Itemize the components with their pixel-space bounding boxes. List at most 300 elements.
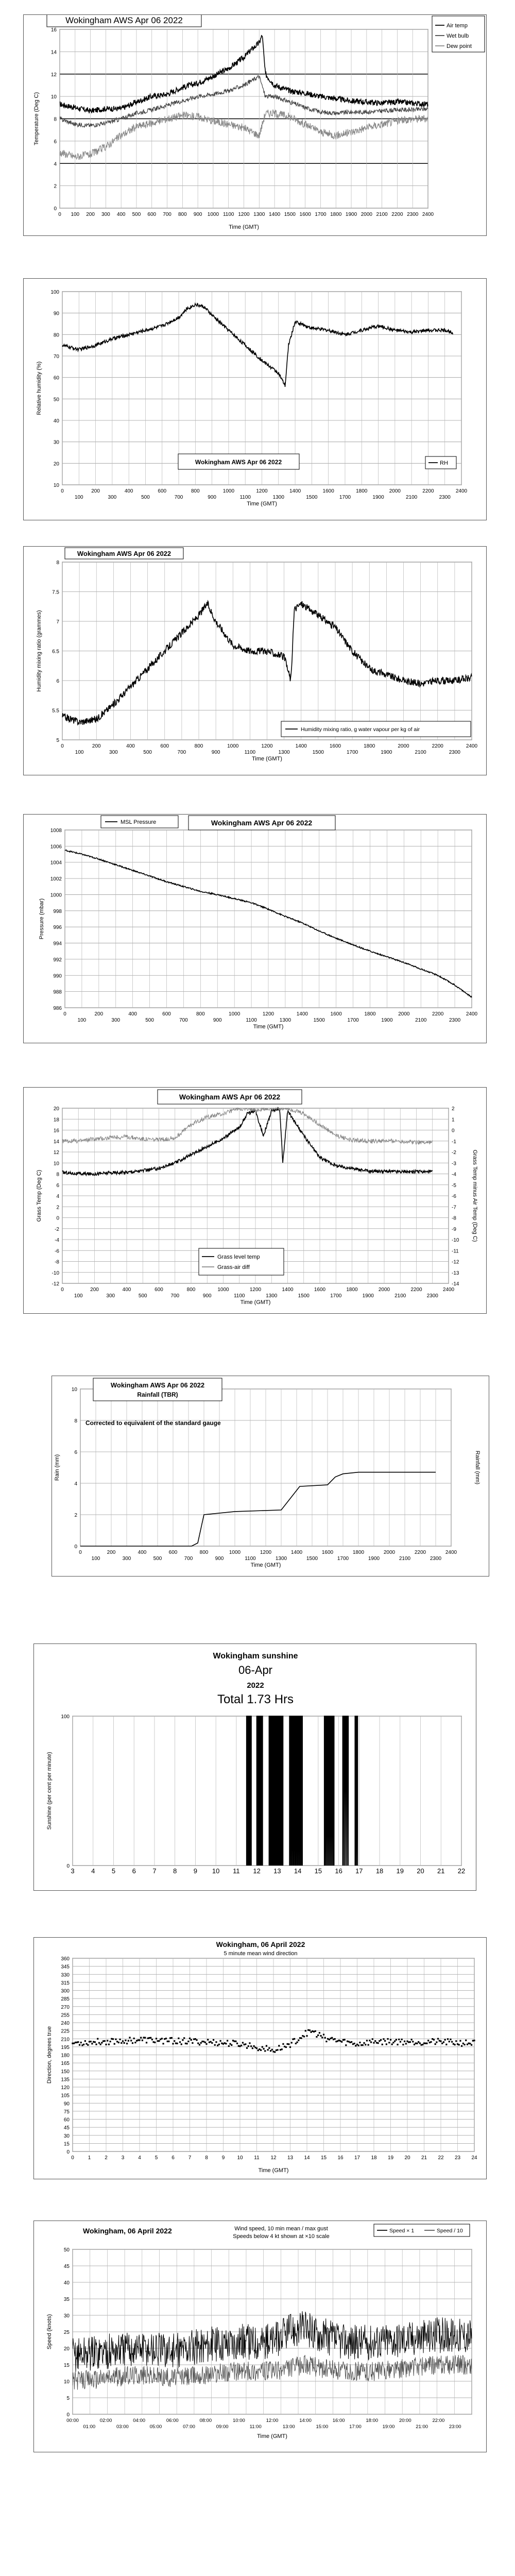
y-axis-label: Speed (knots) [46, 2314, 53, 2350]
x-tick-label: 800 [196, 1011, 205, 1017]
data-point [181, 2043, 182, 2045]
x-tick-label: 1600 [314, 1287, 326, 1293]
x-tick-label: 1000 [217, 1287, 229, 1293]
data-point [177, 2043, 178, 2044]
x-tick-label: 2300 [407, 212, 419, 217]
data-point [412, 2041, 414, 2042]
x-tick-label: 20 [417, 1867, 424, 1875]
plot-area [73, 1716, 461, 1866]
x-tick-label: 1800 [352, 1550, 365, 1555]
mixing-ratio-chart [24, 547, 487, 776]
x-tick-label: 400 [126, 743, 135, 749]
x-tick-label: 400 [128, 1011, 138, 1017]
x-tick-label: 14 [294, 1867, 302, 1875]
x-tick-label: 1600 [322, 488, 334, 494]
x-tick-label: 1700 [347, 750, 358, 755]
data-point [236, 2043, 238, 2044]
grass-temp-chart [24, 1088, 487, 1314]
y-tick-label: 315 [61, 1980, 70, 1986]
y-tick-label: 45 [63, 2125, 70, 2131]
y-tick-label: 40 [63, 2280, 70, 2286]
y-axis-label: Relative humidity (%) [36, 361, 42, 415]
sunshine-burst [257, 1716, 263, 1866]
legend-label: Air temp [447, 23, 468, 29]
y-axis-label: Pressure (mbar) [39, 898, 45, 940]
x-tick-label: 1800 [346, 1287, 358, 1293]
x-tick-label: 100 [74, 495, 83, 500]
data-point [387, 2038, 388, 2040]
y2-tick-label: 1 [452, 1117, 455, 1123]
data-point [411, 2039, 413, 2040]
data-point [473, 2040, 475, 2041]
data-point [182, 2039, 183, 2041]
sunshine-burst [247, 1716, 251, 1866]
x-tick-label: 23:00 [449, 2424, 461, 2430]
data-point [383, 2038, 384, 2040]
x-tick-label: 19 [387, 2155, 394, 2161]
data-point [191, 2039, 192, 2041]
x-tick-label: 800 [194, 743, 203, 749]
data-point [323, 2034, 324, 2036]
y-axis-label: Grass Temp (Deg C) [36, 1170, 42, 1222]
x-tick-label: 0 [63, 1011, 66, 1017]
data-point [128, 2040, 129, 2042]
x-tick-label: 1600 [329, 743, 341, 749]
legend-label: Grass level temp [217, 1254, 260, 1260]
data-point [294, 2038, 295, 2040]
y-tick-label: -4 [55, 1238, 59, 1243]
data-point [154, 2042, 156, 2043]
x-tick-label: 1300 [272, 495, 284, 500]
x-tick-label: 1000 [229, 1011, 241, 1017]
x-tick-label: 1200 [249, 1287, 262, 1293]
x-tick-label: 7 [188, 2155, 192, 2161]
chart-title: Wokingham, 06 April 2022 [83, 2227, 172, 2235]
y2-tick-label: -5 [452, 1182, 456, 1189]
x-tick-label: 2000 [398, 1011, 410, 1017]
data-point [98, 2042, 100, 2044]
data-point [126, 2043, 128, 2044]
data-point [461, 2045, 462, 2047]
x-tick-label: 100 [71, 212, 80, 217]
x-tick-label: 0 [71, 2155, 74, 2161]
y-tick-label: 1000 [50, 892, 62, 899]
data-point [445, 2044, 447, 2045]
x-tick-label: 2400 [455, 488, 468, 494]
x-tick-label: 800 [191, 488, 200, 494]
data-point [464, 2044, 465, 2045]
x-tick-label: 1600 [299, 212, 311, 217]
y-tick-label: 255 [61, 2012, 70, 2019]
data-point [396, 2039, 397, 2041]
y-tick-label: 4 [56, 1194, 59, 1199]
x-tick-label: 500 [141, 495, 150, 500]
x-tick-label: 1100 [222, 212, 234, 217]
x-tick-label: 600 [147, 212, 157, 217]
data-point [104, 2040, 106, 2042]
x-tick-label: 1400 [295, 743, 307, 749]
data-point [447, 2038, 449, 2040]
data-point [207, 2039, 209, 2040]
y-tick-label: 16 [53, 1128, 59, 1134]
data-point [444, 2039, 446, 2041]
y-tick-label: 90 [53, 311, 59, 317]
y-tick-label: 240 [61, 2021, 70, 2026]
sunshine-chart-panel [33, 1643, 476, 1891]
y-tick-label: 195 [61, 2044, 70, 2050]
y2-tick-label: -3 [452, 1161, 456, 1167]
x-tick-label: 300 [122, 1556, 131, 1562]
x-tick-label: 2400 [442, 1287, 455, 1293]
y-tick-label: 0 [74, 1544, 77, 1550]
data-point [248, 2045, 249, 2047]
x-tick-label: 1400 [289, 488, 301, 494]
data-point [192, 2042, 193, 2044]
y2-tick-label: -9 [452, 1226, 456, 1232]
x-tick-label: 2400 [466, 743, 478, 749]
x-tick-label: 2100 [376, 212, 388, 217]
x-tick-label: 1300 [278, 750, 290, 755]
grass-temp-chart-panel [23, 1087, 487, 1314]
x-tick-label: 900 [202, 1293, 212, 1299]
wind-direction-chart-panel [33, 1937, 487, 2179]
y-tick-label: 14 [53, 1139, 59, 1145]
x-tick-label: 5 [154, 2155, 158, 2161]
x-tick-label: 1200 [238, 212, 250, 217]
data-point [416, 2043, 418, 2044]
x-tick-label: 200 [94, 1011, 104, 1017]
x-tick-label: 21 [421, 2155, 427, 2161]
x-tick-label: 3 [71, 1867, 75, 1875]
x-tick-label: 2200 [432, 743, 443, 749]
x-tick-label: 1400 [296, 1011, 308, 1017]
y-tick-label: -8 [55, 1259, 59, 1265]
x-tick-label: 700 [179, 1018, 188, 1023]
data-point [100, 2044, 101, 2045]
x-tick-label: 21:00 [416, 2424, 428, 2430]
y-tick-label: -10 [52, 1270, 59, 1276]
y-tick-label: 996 [53, 925, 62, 931]
data-point [373, 2042, 374, 2043]
x-tick-label: 300 [111, 1018, 121, 1023]
y-tick-label: 8 [56, 560, 59, 566]
y-axis-label: Rain (mm) [54, 1454, 60, 1481]
x-tick-label: 1500 [284, 212, 296, 217]
data-point [436, 2041, 437, 2043]
data-point [382, 2044, 383, 2045]
temperature-chart-panel [23, 14, 487, 236]
x-tick-label: 12 [253, 1867, 261, 1875]
x-tick-label: 0 [61, 743, 64, 749]
y-tick-label: -6 [55, 1248, 59, 1255]
data-point [178, 2038, 179, 2039]
x-tick-label: 1900 [381, 1018, 393, 1023]
data-point [305, 2030, 306, 2031]
x-tick-label: 800 [199, 1550, 209, 1555]
x-axis-label: Time (GMT) [229, 224, 259, 230]
x-tick-label: 6 [171, 2155, 175, 2161]
data-point [110, 2041, 111, 2042]
y-tick-label: 330 [61, 1972, 70, 1978]
data-point [409, 2041, 411, 2043]
data-point [196, 2039, 197, 2041]
x-tick-label: 21 [437, 1867, 445, 1875]
x-tick-label: 800 [186, 1287, 196, 1293]
data-point [200, 2042, 202, 2044]
y-tick-label: 1002 [50, 876, 62, 883]
x-tick-label: 22:00 [432, 2418, 445, 2424]
data-point [133, 2038, 135, 2039]
data-point [404, 2041, 405, 2042]
data-point [150, 2037, 151, 2039]
y-tick-label: 25 [63, 2330, 70, 2335]
x-tick-label: 1200 [261, 743, 273, 749]
x-tick-label: 2300 [449, 750, 460, 755]
x-tick-label: 22 [438, 2155, 444, 2161]
y-tick-label: 210 [61, 2037, 70, 2043]
y2-axis-label: Grass Temp minus Air Temp (Deg C) [472, 1149, 478, 1242]
y-tick-label: 5 [56, 738, 59, 743]
x-tick-label: 1100 [239, 495, 251, 500]
data-point [225, 2043, 227, 2044]
data-point [362, 2044, 364, 2046]
data-point [288, 2043, 289, 2045]
x-tick-label: 700 [170, 1293, 180, 1299]
x-tick-label: 16 [335, 1867, 342, 1875]
legend-label: Grass-air diff [217, 1264, 250, 1270]
x-tick-label: 1900 [372, 495, 384, 500]
humidity-chart [24, 279, 487, 521]
x-tick-label: 2100 [394, 1293, 406, 1299]
x-tick-label: 2000 [398, 743, 409, 749]
data-point [344, 2039, 346, 2040]
data-point [324, 2037, 326, 2039]
y-tick-label: 300 [61, 1988, 70, 1994]
x-tick-label: 1900 [368, 1556, 380, 1562]
data-point [358, 2045, 359, 2046]
data-point [319, 2032, 320, 2033]
x-tick-label: 700 [174, 495, 183, 500]
y-tick-label: 2 [74, 1513, 77, 1518]
data-point [140, 2037, 142, 2039]
data-point [124, 2042, 125, 2044]
x-tick-label: 500 [143, 750, 152, 755]
data-point [90, 2041, 92, 2042]
y-tick-label: 10 [71, 1387, 77, 1393]
data-point [465, 2040, 467, 2041]
y2-tick-label: -10 [452, 1238, 459, 1243]
x-tick-label: 800 [178, 212, 187, 217]
x-tick-label: 900 [215, 1556, 224, 1562]
data-point [121, 2042, 122, 2044]
x-tick-label: 10 [237, 2155, 243, 2161]
x-tick-label: 14:00 [299, 2418, 312, 2424]
x-tick-label: 1900 [345, 212, 357, 217]
x-tick-label: 17 [354, 2155, 360, 2161]
y-tick-label: 18 [53, 1117, 59, 1123]
x-tick-label: 13 [287, 2155, 294, 2161]
x-tick-label: 5 [111, 1867, 116, 1875]
x-tick-label: 2200 [410, 1287, 422, 1293]
x-tick-label: 600 [162, 1011, 171, 1017]
chart-title: Wokingham sunshine [213, 1652, 298, 1660]
data-point [125, 2040, 126, 2041]
data-point [118, 2042, 119, 2043]
x-tick-label: 19 [396, 1867, 404, 1875]
x-tick-label: 1700 [337, 1556, 349, 1562]
wind-speed-chart-panel [33, 2221, 487, 2452]
rainfall-chart [52, 1376, 490, 1577]
data-point [156, 2038, 157, 2039]
x-tick-label: 1600 [330, 1011, 342, 1017]
x-tick-label: 2100 [415, 750, 426, 755]
chart-year: 2022 [247, 1681, 264, 1690]
data-point [285, 2046, 287, 2048]
data-point [242, 2042, 244, 2043]
y-tick-label: 120 [61, 2085, 70, 2091]
y-tick-label: 80 [53, 332, 59, 338]
data-point [263, 2048, 264, 2049]
x-tick-label: 18 [371, 2155, 377, 2161]
data-point [249, 2042, 250, 2044]
data-point [433, 2039, 435, 2040]
x-tick-label: 06:00 [166, 2418, 179, 2424]
data-point [274, 2051, 276, 2053]
x-tick-label: 300 [101, 212, 110, 217]
legend-label: Humidity mixing ratio, g water vapour per kg of air [301, 726, 420, 733]
data-point [158, 2040, 160, 2042]
y-tick-label: 60 [53, 375, 59, 381]
data-point [455, 2040, 457, 2042]
y-tick-label: 6.5 [52, 649, 59, 655]
y-tick-label: 0 [54, 206, 57, 212]
data-point [246, 2047, 248, 2049]
x-tick-label: 2000 [383, 1550, 396, 1555]
rainfall-chart-panel [52, 1376, 489, 1577]
x-tick-label: 1200 [256, 488, 268, 494]
data-point [262, 2046, 263, 2047]
data-point [268, 2047, 270, 2049]
x-tick-label: 12 [270, 2155, 277, 2161]
x-tick-label: 19:00 [382, 2424, 395, 2430]
y-tick-label: 225 [61, 2028, 70, 2035]
x-tick-label: 1100 [245, 1556, 256, 1562]
data-point [301, 2037, 302, 2039]
y-tick-label: 998 [53, 908, 62, 914]
x-tick-label: 2200 [414, 1550, 426, 1555]
legend-label: MSL Pressure [121, 819, 157, 825]
data-point [179, 2041, 181, 2043]
data-point [390, 2039, 391, 2041]
x-tick-label: 11 [254, 2155, 260, 2161]
x-tick-label: 2 [105, 2155, 108, 2161]
data-point [296, 2041, 298, 2043]
y-tick-label: 15 [63, 2141, 70, 2147]
data-point [161, 2038, 163, 2039]
data-point [199, 2044, 200, 2045]
x-tick-label: 2300 [449, 1018, 461, 1023]
y-tick-label: 12 [53, 1150, 59, 1156]
x-tick-label: 700 [184, 1556, 193, 1562]
chart-title: Wokingham AWS Apr 06 2022 [179, 1093, 281, 1101]
data-point [219, 2040, 221, 2042]
y2-tick-label: -1 [452, 1139, 456, 1145]
data-point [119, 2039, 121, 2040]
y-tick-label: 100 [61, 1714, 70, 1720]
sunshine-burst [269, 1716, 283, 1866]
x-tick-label: 13 [273, 1867, 281, 1875]
data-point [315, 2030, 316, 2032]
data-point [400, 2041, 401, 2042]
data-point [366, 2040, 368, 2041]
data-point [370, 2041, 372, 2043]
y-tick-label: 60 [63, 2117, 70, 2123]
x-tick-label: 2300 [426, 1293, 438, 1299]
y-tick-label: 1008 [50, 828, 62, 834]
data-point [174, 2040, 175, 2042]
data-point [289, 2046, 291, 2048]
chart-title: Wokingham AWS Apr 06 2022 [211, 819, 313, 827]
y2-tick-label: -14 [452, 1281, 459, 1287]
y2-tick-label: -11 [452, 1248, 459, 1255]
data-point [351, 2041, 352, 2043]
x-tick-label: 500 [153, 1556, 162, 1562]
x-tick-label: 1 [88, 2155, 91, 2161]
pressure-chart-panel [23, 814, 487, 1043]
sunshine-total: Total 1.73 Hrs [217, 1692, 294, 1706]
x-tick-label: 00:00 [66, 2418, 79, 2424]
y-tick-label: 35 [63, 2297, 70, 2302]
data-point [454, 2044, 455, 2045]
data-point [380, 2039, 382, 2041]
x-tick-label: 1100 [244, 750, 256, 755]
x-tick-label: 600 [168, 1550, 178, 1555]
x-tick-label: 15:00 [316, 2424, 329, 2430]
x-tick-label: 1200 [260, 1550, 272, 1555]
x-tick-label: 16 [337, 2155, 344, 2161]
data-point [165, 2038, 167, 2039]
x-tick-label: 01:00 [83, 2424, 96, 2430]
data-point [443, 2041, 444, 2043]
y-tick-label: 10 [50, 94, 57, 100]
data-point [365, 2044, 366, 2045]
data-point [215, 2041, 217, 2043]
x-tick-label: 09:00 [216, 2424, 229, 2430]
data-point [162, 2043, 164, 2044]
data-point [321, 2037, 323, 2038]
data-point [368, 2044, 369, 2045]
data-point [384, 2040, 386, 2042]
data-point [451, 2041, 453, 2042]
x-tick-label: 2200 [391, 212, 403, 217]
x-tick-label: 2300 [430, 1556, 442, 1562]
x-tick-label: 11:00 [249, 2424, 262, 2430]
x-tick-label: 05:00 [149, 2424, 162, 2430]
data-point [139, 2039, 140, 2041]
x-tick-label: 300 [109, 750, 118, 755]
x-tick-label: 2000 [360, 212, 372, 217]
data-point [245, 2043, 246, 2045]
data-point [282, 2043, 284, 2045]
y2-tick-label: -7 [452, 1205, 456, 1211]
x-tick-label: 6 [132, 1867, 136, 1875]
legend-label: Speed / 10 [437, 2228, 463, 2234]
data-point [331, 2037, 333, 2039]
x-tick-label: 08:00 [199, 2418, 212, 2424]
data-point [134, 2042, 136, 2043]
y-tick-label: 8 [54, 116, 57, 123]
y-tick-label: 100 [50, 290, 59, 295]
